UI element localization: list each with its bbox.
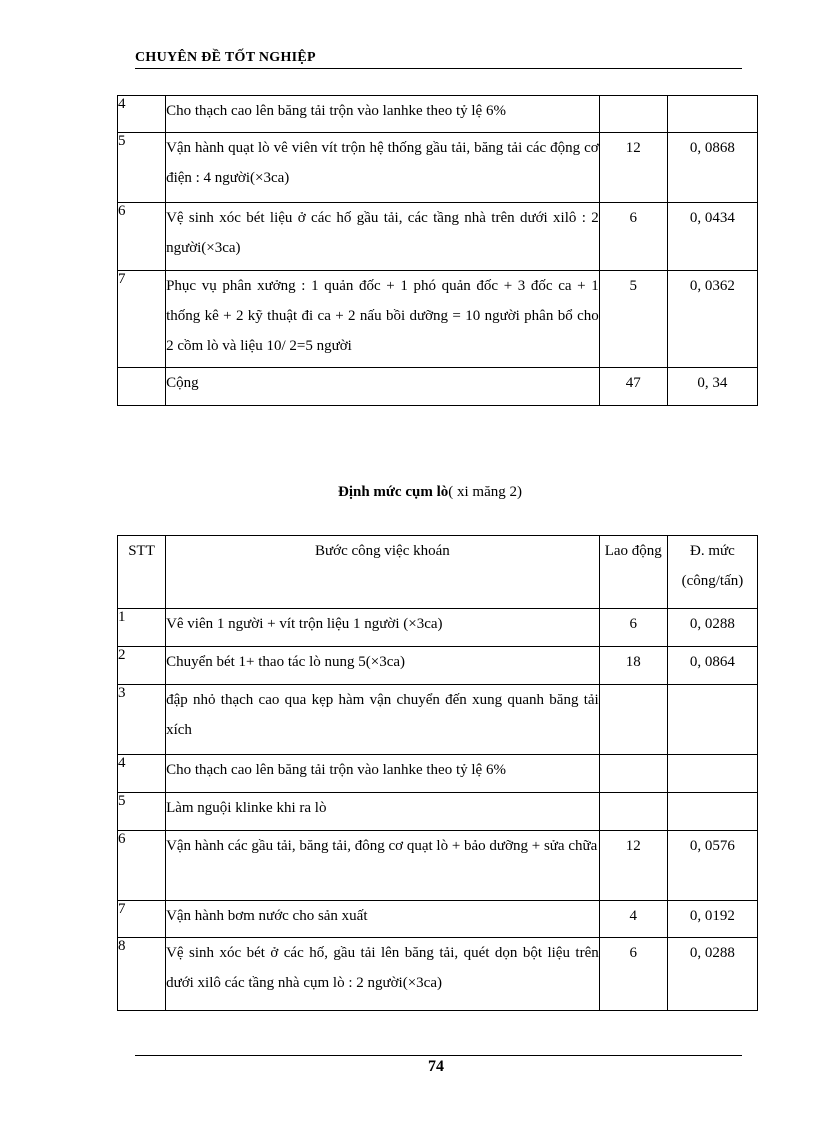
stt-cell: 7 bbox=[118, 901, 166, 938]
total-label-cell: Cộng bbox=[166, 368, 600, 406]
labor-cell: 12 bbox=[599, 133, 667, 203]
labor-cell: 12 bbox=[599, 831, 667, 901]
norm-cell bbox=[667, 96, 757, 133]
task-cell: Vận hành quạt lò vê viên vít trộn hệ thống gầu tải, băng tải các động cơ điện : 4 người(×3ca) bbox=[166, 133, 600, 203]
table-header-row bbox=[118, 536, 758, 609]
norm-cell: 0, 0362 bbox=[667, 271, 757, 368]
header-norm: Đ. mức (công/tấn) bbox=[667, 536, 757, 609]
section-title-bold: Định mức cụm lò bbox=[338, 484, 449, 500]
task-cell: Phục vụ phân xưởng : 1 quản đốc + 1 phó quản đốc + 3 đốc ca + 1 thống kê + 2 kỹ thuật đi ca + 2 nấu bồi dưỡng = 10 người phân bổ cho 2 cồm lò và liệu 10/ 2=5 người bbox=[166, 271, 600, 368]
stt-cell: 6 bbox=[118, 203, 166, 271]
norm-cell bbox=[667, 685, 757, 755]
stt-cell: 5 bbox=[118, 793, 166, 831]
labor-cell: 6 bbox=[599, 938, 667, 1011]
labor-cell bbox=[599, 96, 667, 133]
labor-cell: 5 bbox=[599, 271, 667, 368]
task-cell: Vận hành các gầu tải, băng tải, đông cơ quạt lò + bảo dưỡng + sửa chữa bbox=[166, 831, 600, 901]
task-cell: Làm nguội klinke khi ra lò bbox=[166, 793, 600, 831]
norm-cell: 0, 0864 bbox=[667, 647, 757, 685]
stt-cell: 2 bbox=[118, 647, 166, 685]
task-cell: Vận hành bơm nước cho sản xuất bbox=[166, 901, 600, 938]
stt-cell: 1 bbox=[118, 609, 166, 647]
kiln-norm-table bbox=[117, 535, 758, 1011]
page-number: 74 bbox=[428, 1058, 444, 1075]
labor-cell: 4 bbox=[599, 901, 667, 938]
table-row bbox=[118, 609, 758, 647]
task-cell: Vê viên 1 người + vít trộn liệu 1 người (×3ca) bbox=[166, 609, 600, 647]
norm-cell: 0, 0868 bbox=[667, 133, 757, 203]
stt-cell: 8 bbox=[118, 938, 166, 1011]
norm-table-continued bbox=[117, 95, 758, 406]
task-cell: Vệ sinh xóc bét liệu ở các hố gầu tải, các tầng nhà trên dưới xilô : 2 người(×3ca) bbox=[166, 203, 600, 271]
stt-cell: 4 bbox=[118, 96, 166, 133]
norm-cell: 0, 0192 bbox=[667, 901, 757, 938]
task-cell: đập nhỏ thạch cao qua kẹp hàm vận chuyển đến xung quanh băng tải xích bbox=[166, 685, 600, 755]
stt-cell: 3 bbox=[118, 685, 166, 755]
total-norm-cell: 0, 34 bbox=[667, 368, 757, 406]
stt-cell: 4 bbox=[118, 755, 166, 793]
table-row bbox=[118, 685, 758, 755]
norm-cell: 0, 0288 bbox=[667, 938, 757, 1011]
task-cell: Cho thạch cao lên băng tải trộn vào lanhke theo tỷ lệ 6% bbox=[166, 96, 600, 133]
header-stt: STT bbox=[118, 536, 166, 609]
section-title bbox=[0, 484, 816, 501]
stt-cell bbox=[118, 368, 166, 406]
footer-rule bbox=[135, 1055, 742, 1056]
norm-cell: 0, 0576 bbox=[667, 831, 757, 901]
table-row bbox=[118, 271, 758, 368]
table-row bbox=[118, 831, 758, 901]
table-row bbox=[118, 938, 758, 1011]
total-row bbox=[118, 368, 758, 406]
header-labor: Lao động bbox=[599, 536, 667, 609]
norm-cell: 0, 0434 bbox=[667, 203, 757, 271]
labor-cell bbox=[599, 793, 667, 831]
table-row bbox=[118, 96, 758, 133]
labor-cell: 6 bbox=[599, 609, 667, 647]
stt-cell: 7 bbox=[118, 271, 166, 368]
stt-cell: 5 bbox=[118, 133, 166, 203]
table-row bbox=[118, 793, 758, 831]
table-row bbox=[118, 203, 758, 271]
header-rule bbox=[135, 68, 742, 69]
section-title-rest: ( xi măng 2) bbox=[448, 484, 522, 500]
header-task: Bước công việc khoán bbox=[166, 536, 600, 609]
table-row bbox=[118, 647, 758, 685]
task-cell: Vệ sinh xóc bét ở các hố, gầu tải lên băng tải, quét dọn bột liệu trên dưới xilô các tầng nhà cụm lò : 2 người(×3ca) bbox=[166, 938, 600, 1011]
labor-cell: 18 bbox=[599, 647, 667, 685]
labor-cell bbox=[599, 755, 667, 793]
table-row bbox=[118, 133, 758, 203]
norm-cell: 0, 0288 bbox=[667, 609, 757, 647]
total-labor-cell: 47 bbox=[599, 368, 667, 406]
page-header-title: CHUYÊN ĐỀ TỐT NGHIỆP bbox=[135, 50, 316, 65]
norm-cell bbox=[667, 793, 757, 831]
table-row bbox=[118, 901, 758, 938]
table-row bbox=[118, 755, 758, 793]
task-cell: Cho thạch cao lên băng tải trộn vào lanhke theo tỷ lệ 6% bbox=[166, 755, 600, 793]
labor-cell: 6 bbox=[599, 203, 667, 271]
norm-cell bbox=[667, 755, 757, 793]
stt-cell: 6 bbox=[118, 831, 166, 901]
task-cell: Chuyển bét 1+ thao tác lò nung 5(×3ca) bbox=[166, 647, 600, 685]
labor-cell bbox=[599, 685, 667, 755]
